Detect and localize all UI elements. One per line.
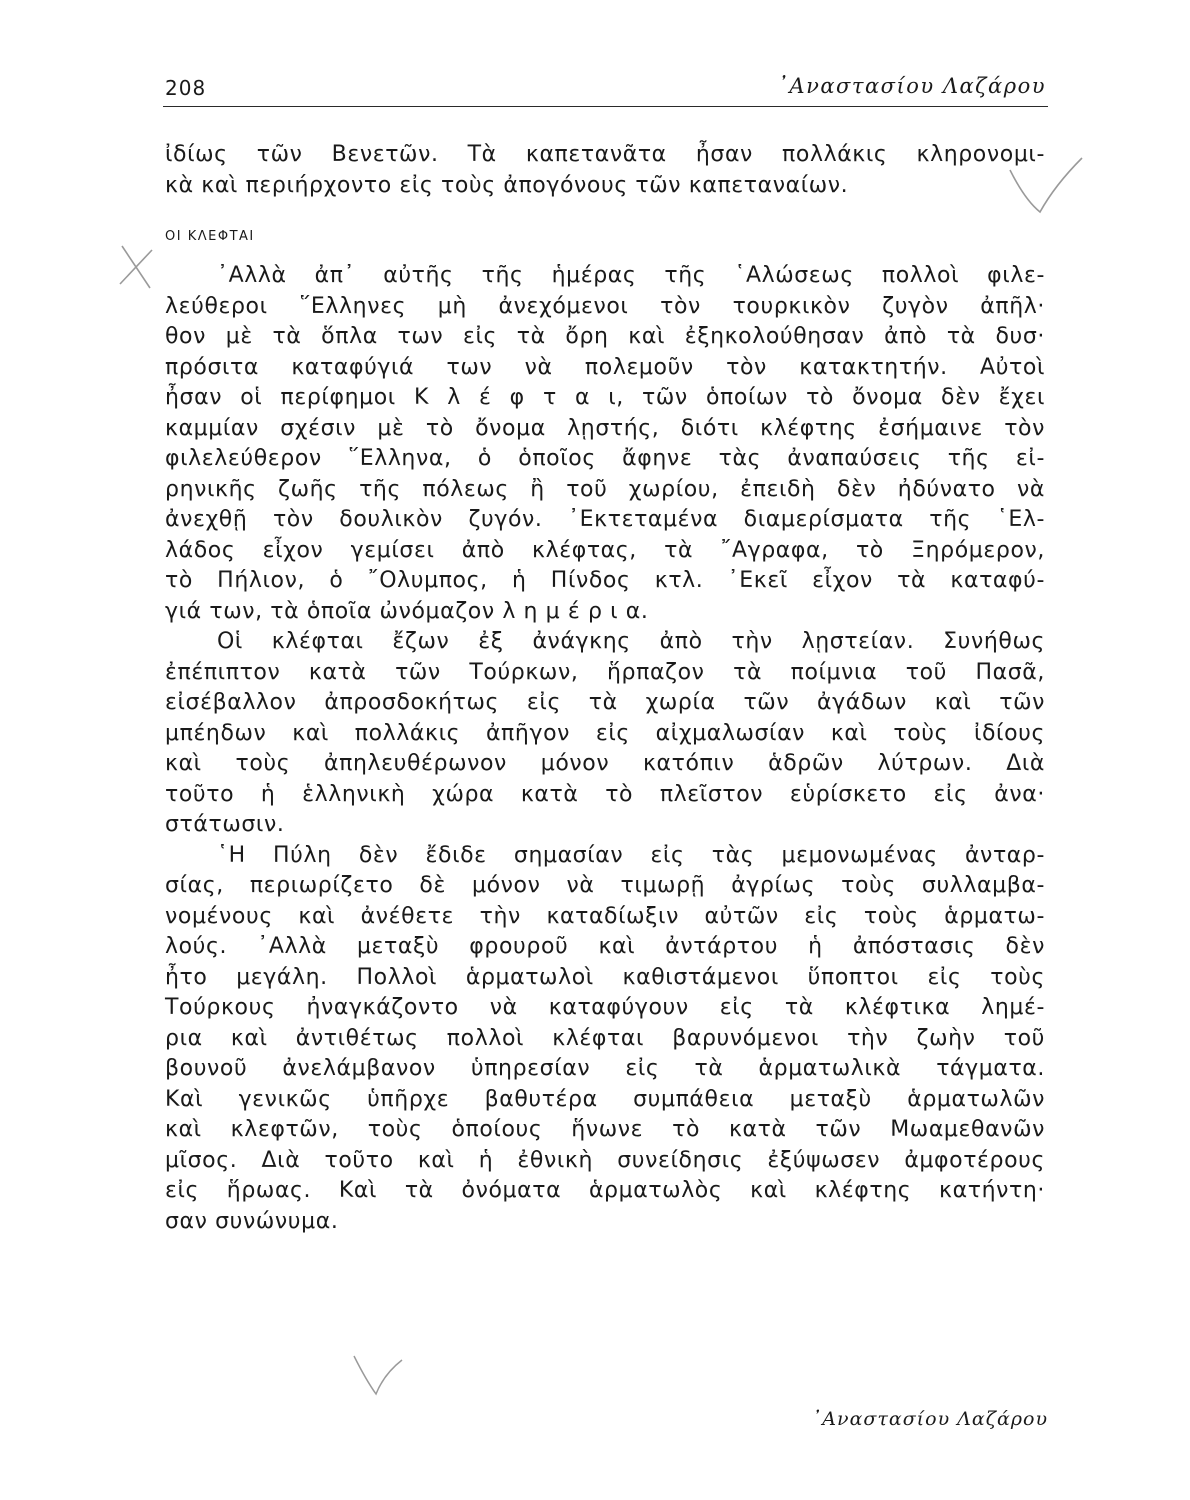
- paragraph-2: [165, 627, 1045, 841]
- text-line: Καὶ γενικῶς ὑπῆρχε βαθυτέρα συμπάθεια μεταξὺ ἁρματωλῶν: [165, 1086, 1045, 1112]
- author-signature: ᾽Αναστασίου Λαζάρου: [811, 1408, 1048, 1430]
- body-text: [165, 140, 1045, 1237]
- text-line: ρηνικῆς ζωῆς τῆς πόλεως ἢ τοῦ χωρίου, ἐπειδὴ δὲν ἠδύνατο νὰ: [165, 476, 1045, 502]
- text-line: Τούρκους ἠναγκάζοντο νὰ καταφύγουν εἰς τὰ κλέφτικα λημέ-: [165, 995, 1045, 1020]
- paragraph-1: [165, 261, 1045, 627]
- text-line: μπέηδων καὶ πολλάκις ἀπῆγον εἰς αἰχμαλωσίαν καὶ τοὺς ἰδίους: [165, 720, 1045, 746]
- text-line: πρόσιτα καταφύγιά των νὰ πολεμοῦν τὸν κατακτητήν. Αὐτοὶ: [165, 354, 1045, 380]
- text-line: φιλελεύθερον ῞Ελληνα, ὁ ὁποῖος ἄφηνε τὰς ἀναπαύσεις τῆς εἰ-: [165, 446, 1045, 471]
- text-line: ρια καὶ ἀντιθέτως πολλοὶ κλέφται βαρυνόμενοι τὴν ζωὴν τοῦ: [165, 1025, 1045, 1051]
- pencil-check-mark-icon: [1000, 150, 1090, 220]
- text-line: νομένους καὶ ἀνέθετε τὴν καταδίωξιν αὐτῶν εἰς τοὺς ἁρματω-: [165, 903, 1045, 929]
- paragraph-intro: [165, 140, 1045, 201]
- text-line: λάδος εἶχον γεμίσει ἀπὸ κλέφτας, τὰ ῎Αγραφα, τὸ Ξηρόμερον,: [165, 537, 1045, 563]
- text-line: ῾Η Πύλη δὲν ἔδιδε σημασίαν εἰς τὰς μεμονωμένας ἀνταρ-: [217, 842, 1045, 868]
- text-line: καὶ κλεφτῶν, τοὺς ὁποίους ἥνωνε τὸ κατὰ τῶν Μωαμεθανῶν: [165, 1117, 1045, 1142]
- text-line: γιά των, τὰ ὁποῖα ὠνόμαζον λ η μ έ ρ ι α.: [165, 598, 649, 624]
- text-line: λούς. ᾽Αλλὰ μεταξὺ φρουροῦ καὶ ἀντάρτου ἡ ἀπόστασις δὲν: [165, 934, 1045, 959]
- text-line: ἀνεχθῇ τὸν δουλικὸν ζυγόν. ᾽Εκτεταμένα διαμερίσματα τῆς ῾Ελ-: [165, 507, 1045, 532]
- text-line: στάτωσιν.: [165, 812, 285, 837]
- text-line: ᾽Αλλὰ ἀπ᾽ αὐτῆς τῆς ἡμέρας τῆς ῾Αλώσεως πολλοὶ φιλε-: [217, 263, 1045, 288]
- pencil-cross-mark-icon: [112, 238, 162, 298]
- text-line: σαν συνώνυμα.: [165, 1208, 339, 1234]
- text-line: ἐπέπιπτον κατὰ τῶν Τούρκων, ἥρπαζον τὰ ποίμνια τοῦ Πασᾶ,: [165, 659, 1045, 685]
- text-line: καμμίαν σχέσιν μὲ τὸ ὄνομα λῃστής, διότι κλέφτης ἐσήμαινε τὸν: [165, 415, 1045, 441]
- text-line: λεύθεροι ῞Ελληνες μὴ ἀνεχόμενοι τὸν τουρκικὸν ζυγὸν ἀπῆλ·: [165, 293, 1045, 319]
- section-heading: ΟΙ ΚΛΕΦΤΑΙ: [165, 229, 255, 244]
- text-line: καὶ τοὺς ἀπηλευθέρωνον μόνον κατόπιν ἁδρῶν λύτρων. Διὰ: [165, 751, 1045, 776]
- text-line: Οἱ κλέφται ἔζων ἐξ ἀνάγκης ἀπὸ τὴν λῃστείαν. Συνήθως: [217, 629, 1045, 654]
- text-line: σίας, περιωρίζετο δὲ μόνον νὰ τιμωρῇ ἀγρίως τοὺς συλλαμβα-: [165, 873, 1045, 898]
- text-line: εἰς ἥρωας. Καὶ τὰ ὀνόματα ἁρματωλὸς καὶ κλέφτης κατήντη·: [165, 1178, 1045, 1203]
- text-line: τὸ Πήλιον, ὁ ῎Ολυμπος, ἡ Πίνδος κτλ. ᾽Εκεῖ εἶχον τὰ καταφύ-: [165, 568, 1045, 593]
- paragraph-3: [165, 841, 1045, 1238]
- text-line: ἰδίως τῶν Βενετῶν. Τὰ καπετανᾶτα ἦσαν πολλάκις κληρονομι-: [165, 142, 1045, 167]
- pencil-check-mark-icon: [348, 1350, 408, 1400]
- page-number: 208: [165, 76, 207, 100]
- text-line: ἦσαν οἱ περίφημοι Κ λ έ φ τ α ι, τῶν ὁποίων τὸ ὄνομα δὲν ἔχει: [165, 385, 1045, 410]
- text-line: εἰσέβαλλον ἀπροσδοκήτως εἰς τὰ χωρία τῶν ἀγάδων καὶ τῶν: [165, 690, 1045, 715]
- text-line: βουνοῦ ἀνελάμβανον ὑπηρεσίαν εἰς τὰ ἁρματωλικὰ τάγματα.: [165, 1056, 1045, 1081]
- text-line: θον μὲ τὰ ὅπλα των εἰς τὰ ὄρη καὶ ἐξηκολούθησαν ἀπὸ τὰ δυσ·: [165, 324, 1045, 349]
- page-header: [163, 72, 1048, 107]
- text-line: ἦτο μεγάλη. Πολλοὶ ἁρματωλοὶ καθιστάμενοι ὕποπτοι εἰς τοὺς: [165, 964, 1045, 990]
- text-line: τοῦτο ἡ ἑλληνικὴ χώρα κατὰ τὸ πλεῖστον εὑρίσκετο εἰς ἀνα·: [165, 781, 1045, 807]
- running-title: ᾽Αναστασίου Λαζάρου: [777, 74, 1046, 98]
- text-line: κὰ καὶ περιήρχοντο εἰς τοὺς ἀπογόνους τῶν καπεταναίων.: [165, 172, 849, 198]
- text-line: μῖσος. Διὰ τοῦτο καὶ ἡ ἐθνικὴ συνείδησις ἐξύψωσεν ἀμφοτέρους: [165, 1147, 1045, 1173]
